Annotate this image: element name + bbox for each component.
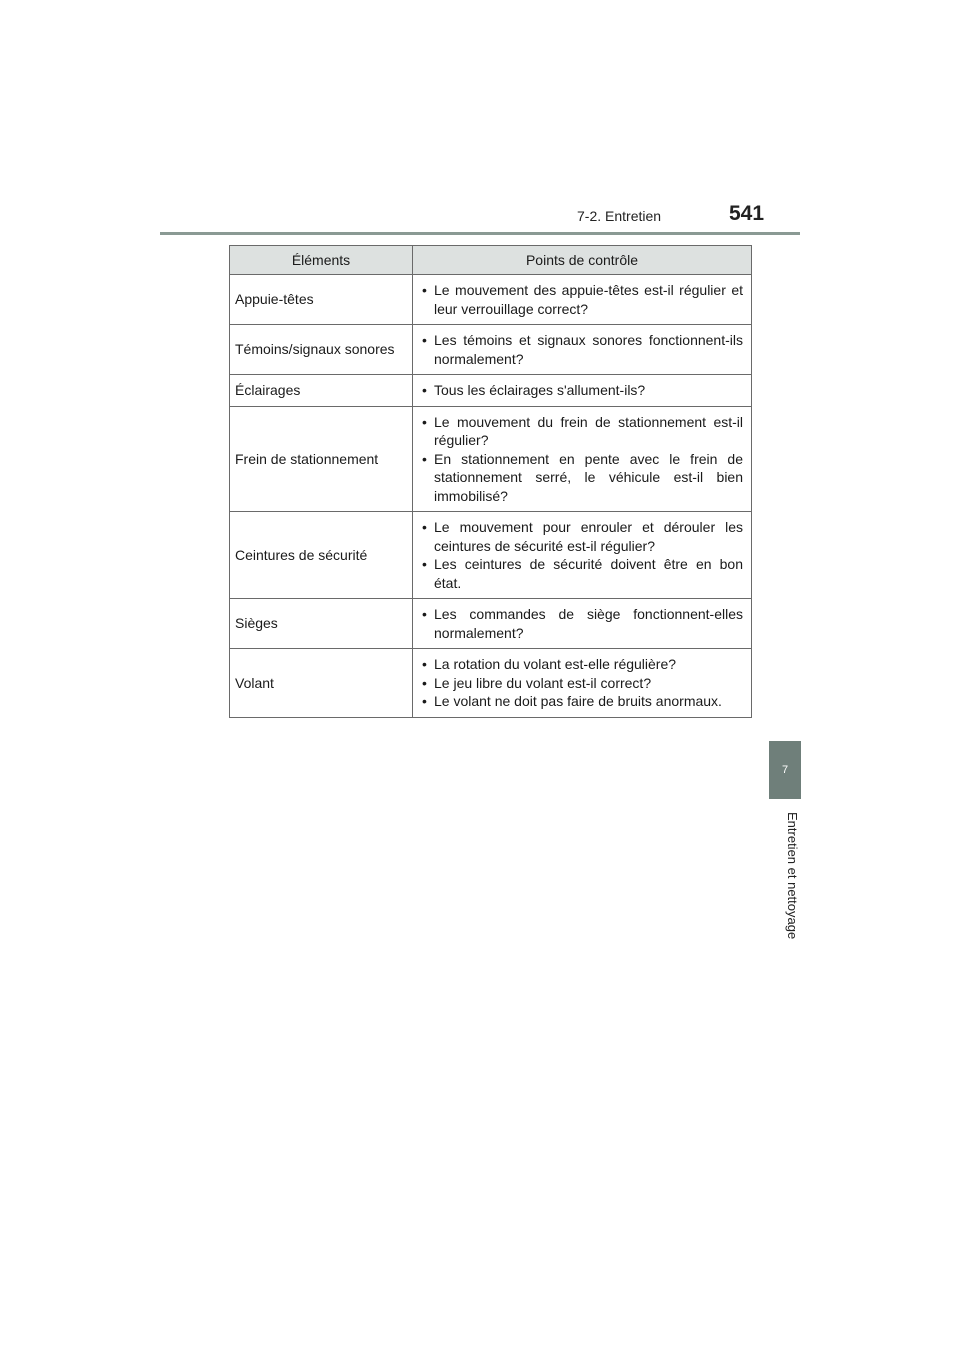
chapter-tab: 7 xyxy=(769,741,801,799)
checkpoints-cell xyxy=(413,599,752,649)
table-header-row xyxy=(230,246,752,275)
chapter-title: Entretien et nettoyage xyxy=(785,812,800,940)
table-row xyxy=(230,599,752,649)
table-row xyxy=(230,512,752,599)
list-item: • Le mouvement des appuie-têtes est-il régulier et leur verrouillage correct? xyxy=(421,281,743,318)
list-item: • Les ceintures de sécurité doivent être en bon état. xyxy=(421,555,743,592)
checkpoint-list xyxy=(421,655,743,711)
inspection-table xyxy=(229,245,752,718)
item-cell: Témoins/signaux sonores xyxy=(230,325,413,375)
checkpoints-cell xyxy=(413,649,752,718)
checkpoint-list xyxy=(421,605,743,642)
table-row xyxy=(230,375,752,407)
table-row xyxy=(230,406,752,512)
item-cell: Appuie-têtes xyxy=(230,275,413,325)
list-item: • Tous les éclairages s'allument-ils? xyxy=(421,381,743,400)
list-item: • Les commandes de siège fonctionnent-elles normalement? xyxy=(421,605,743,642)
checkpoint-list xyxy=(421,331,743,368)
checkpoint-list xyxy=(421,518,743,592)
list-item: • Le mouvement pour enrouler et dérouler les ceintures de sécurité est-il régulier? xyxy=(421,518,743,555)
checkpoints-cell xyxy=(413,325,752,375)
page-number: 541 xyxy=(729,202,765,225)
list-item: • Le volant ne doit pas faire de bruits anormaux. xyxy=(421,692,743,711)
checkpoint-list xyxy=(421,381,743,400)
section-title: 7-2. Entretien xyxy=(577,208,662,224)
column-header-items: Éléments xyxy=(230,246,413,275)
item-cell: Ceintures de sécurité xyxy=(230,512,413,599)
table-row xyxy=(230,325,752,375)
list-item: • Les témoins et signaux sonores fonctionnent-ils normalement? xyxy=(421,331,743,368)
list-item: • Le jeu libre du volant est-il correct? xyxy=(421,674,743,693)
item-cell: Sièges xyxy=(230,599,413,649)
item-cell: Frein de stationnement xyxy=(230,406,413,512)
checkpoint-list xyxy=(421,281,743,318)
table-body xyxy=(230,275,752,718)
checkpoints-cell xyxy=(413,512,752,599)
list-item: • Le mouvement du frein de stationnement est-il régulier? xyxy=(421,413,743,450)
table-row xyxy=(230,275,752,325)
item-cell: Volant xyxy=(230,649,413,718)
column-header-checkpoints: Points de contrôle xyxy=(413,246,752,275)
checkpoints-cell xyxy=(413,406,752,512)
checkpoints-cell xyxy=(413,375,752,407)
list-item: • En stationnement en pente avec le frein de stationnement serré, le véhicule est-il bien immobilisé? xyxy=(421,450,743,506)
checkpoint-list xyxy=(421,413,743,506)
item-cell: Éclairages xyxy=(230,375,413,407)
checkpoints-cell xyxy=(413,275,752,325)
header-divider xyxy=(160,232,800,235)
table-row xyxy=(230,649,752,718)
list-item: • La rotation du volant est-elle régulière? xyxy=(421,655,743,674)
